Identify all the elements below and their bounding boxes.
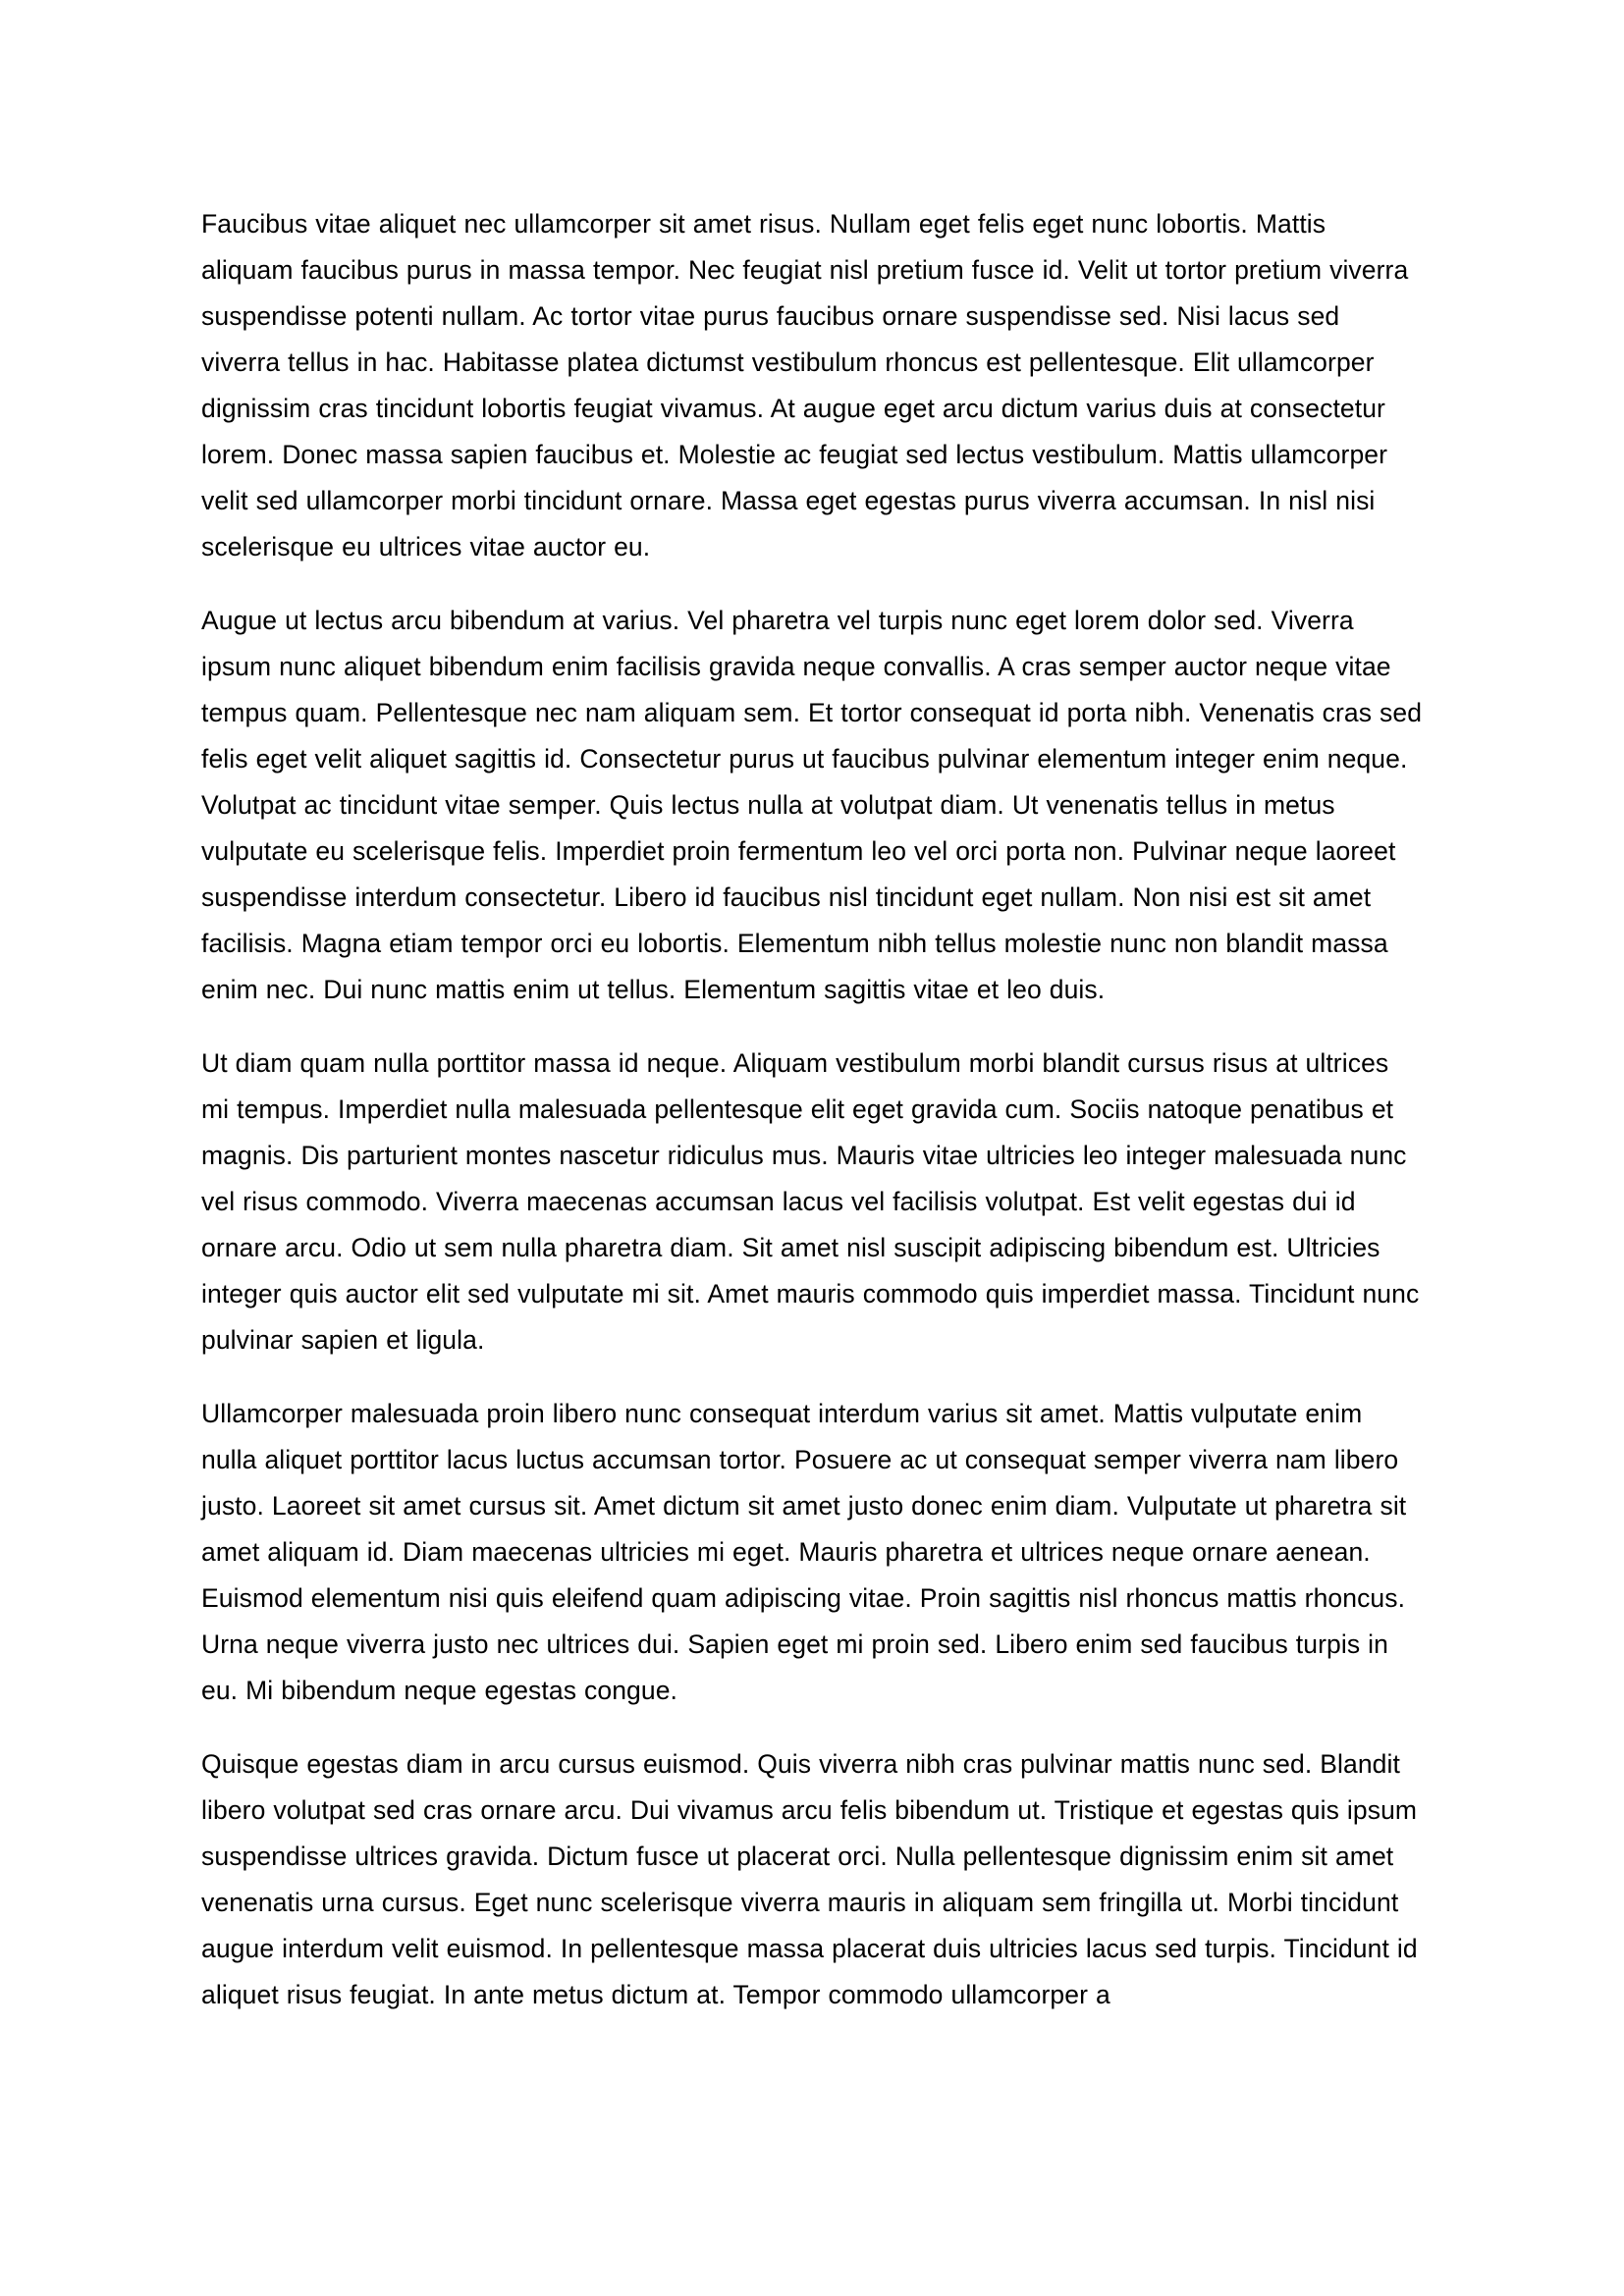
paragraph-1: Faucibus vitae aliquet nec ullamcorper sit amet risus. Nullam eget felis eget nunc lobortis. Mattis aliquam faucibus purus in massa tempor. Nec feugiat nisl pretium fusce id. Velit ut tortor pretium viverra suspendisse potenti nullam. Ac tortor vitae purus faucibus ornare suspendisse sed. Nisi lacus sed viverra tellus in hac. Habitasse platea dictumst vestibulum rhoncus est pellentesque. Elit ullamcorper dignissim cras tincidunt lobortis feugiat vivamus. At augue eget arcu dictum varius duis at consectetur lorem. Donec massa sapien faucibus et. Molestie ac feugiat sed lectus vestibulum. Mattis ullamcorper velit sed ullamcorper morbi tincidunt ornare. Massa eget egestas purus viverra accumsan. In nisl nisi scelerisque eu ultrices vitae auctor eu. [201,209,1409,561]
paragraph-3: Ut diam quam nulla porttitor massa id neque. Aliquam vestibulum morbi blandit cursus risus at ultrices mi tempus. Imperdiet nulla malesuada pellentesque elit eget gravida cum. Sociis natoque penatibus et magnis. Dis parturient montes nascetur ridiculus mus. Mauris vitae ultricies leo integer malesuada nunc vel risus commodo. Viverra maecenas accumsan lacus vel facilisis volutpat. Est velit egestas dui id ornare arcu. Odio ut sem nulla pharetra diam. Sit amet nisl suscipit adipiscing bibendum est. Ultricies integer quis auctor elit sed vulputate mi sit. Amet mauris commodo quis imperdiet massa. Tincidunt nunc pulvinar sapien et ligula. [201,1048,1420,1355]
paragraph-4: Ullamcorper malesuada proin libero nunc consequat interdum varius sit amet. Mattis vulputate enim nulla aliquet porttitor lacus luctus accumsan tortor. Posuere ac ut consequat semper viverra nam libero justo. Laoreet sit amet cursus sit. Amet dictum sit amet justo donec enim diam. Vulputate ut pharetra sit amet aliquam id. Diam maecenas ultricies mi eget. Mauris pharetra et ultrices neque ornare aenean. Euismod elementum nisi quis eleifend quam adipiscing vitae. Proin sagittis nisl rhoncus mattis rhoncus. Urna neque viverra justo nec ultrices dui. Sapien eget mi proin sed. Libero enim sed faucibus turpis in eu. Mi bibendum neque egestas congue. [201,1399,1407,1705]
document-text-body [201,201,1424,2018]
paragraph-5: Quisque egestas diam in arcu cursus euismod. Quis viverra nibh cras pulvinar mattis nunc sed. Blandit libero volutpat sed cras ornare arcu. Dui vivamus arcu felis bibendum ut. Tristique et egestas quis ipsum suspendisse ultrices gravida. Dictum fusce ut placerat orci. Nulla pellentesque dignissim enim sit amet venenatis urna cursus. Eget nunc scelerisque viverra mauris in aliquam sem fringilla ut. Morbi tincidunt augue interdum velit euismod. In pellentesque massa placerat duis ultricies lacus sed turpis. Tincidunt id aliquet risus feugiat. In ante metus dictum at. Tempor commodo ullamcorper a [201,1749,1418,2009]
paragraph-2: Augue ut lectus arcu bibendum at varius. Vel pharetra vel turpis nunc eget lorem dolor sed. Viverra ipsum nunc aliquet bibendum enim facilisis gravida neque convallis. A cras semper auctor neque vitae tempus quam. Pellentesque nec nam aliquam sem. Et tortor consequat id porta nibh. Venenatis cras sed felis eget velit aliquet sagittis id. Consectetur purus ut faucibus pulvinar elementum integer enim neque. Volutpat ac tincidunt vitae semper. Quis lectus nulla at volutpat diam. Ut venenatis tellus in metus vulputate eu scelerisque felis. Imperdiet proin fermentum leo vel orci porta non. Pulvinar neque laoreet suspendisse interdum consectetur. Libero id faucibus nisl tincidunt eget nullam. Non nisi est sit amet facilisis. Magna etiam tempor orci eu lobortis. Elementum nibh tellus molestie nunc non blandit massa enim nec. Dui nunc mattis enim ut tellus. Elementum sagittis vitae et leo duis. [201,606,1423,1004]
